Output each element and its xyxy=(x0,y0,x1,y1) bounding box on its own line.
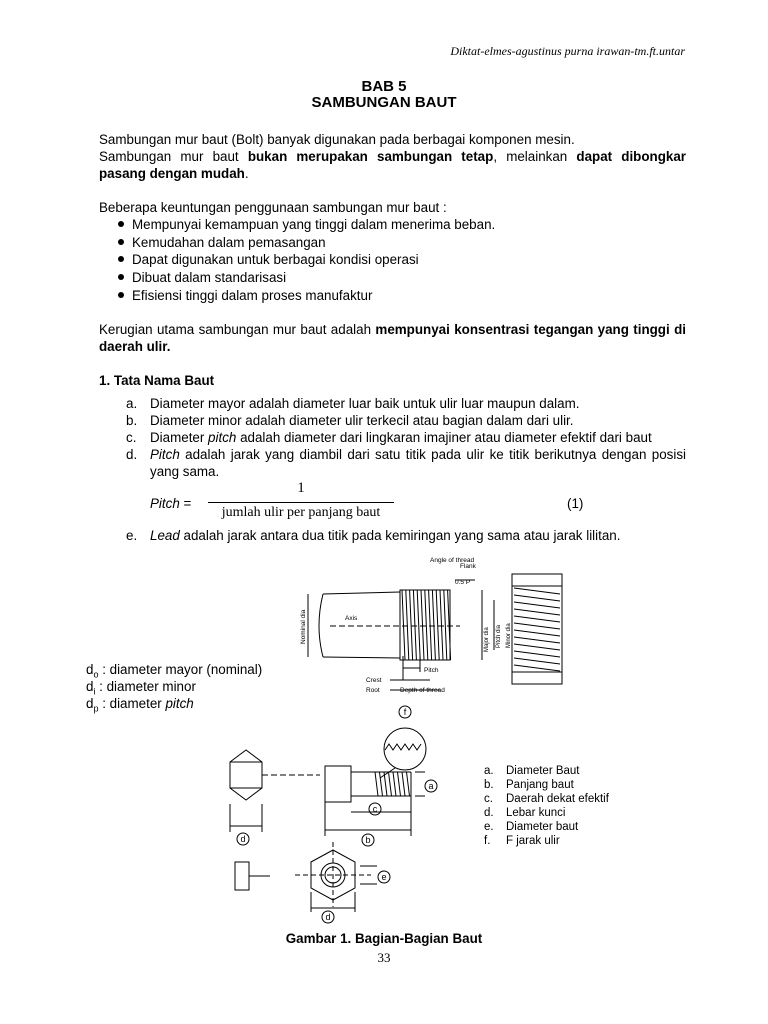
list-item: b. Diameter minor adalah diameter ulir terkecil atau bagian dalam dari ulir. xyxy=(126,413,574,428)
callout-d xyxy=(237,833,249,845)
equation-number: (1) xyxy=(567,496,584,511)
list-item: c. Daerah dekat efektif xyxy=(484,793,609,805)
list-item: a. Diameter mayor adalah diameter luar baik untuk ulir luar maupun dalam. xyxy=(126,396,580,411)
formula-numerator: 1 xyxy=(297,480,305,496)
callout-f xyxy=(399,706,411,718)
callout-b xyxy=(362,834,374,846)
diameter-legend-major: $d_o$ : diameter mayor (nominal) xyxy=(86,662,263,680)
page-number: 33 xyxy=(377,950,391,965)
list-item: Mempunyai kemampuan yang tinggi dalam menerima beban. xyxy=(118,216,495,233)
callout-c xyxy=(369,803,381,815)
list-item: d. Pitch adalah jarak yang diambil dari satu titik pada ulir ke titik berikutnya dengan posisi yang sama. xyxy=(126,447,686,479)
list-item: e. Diameter baut xyxy=(484,821,579,833)
svg-text:b: b xyxy=(365,835,371,845)
disadvantage-paragraph: Kerugian utama sambungan mur baut adalah mempunyai konsentrasi tegangan yang tinggi di daerah ulir. xyxy=(99,322,686,354)
intro-paragraph: Sambungan mur baut bukan merupakan sambungan tetap, melainkan dapat dibongkar pasang dengan mudah. xyxy=(99,149,686,181)
list-item: d. Lebar kunci xyxy=(484,807,566,819)
root-label: Root xyxy=(366,687,380,694)
list-item: c. Diameter pitch adalah diameter dari lingkaran imajiner atau diameter efektif dari baut xyxy=(126,430,652,445)
major-dia-label: Major dia xyxy=(484,627,490,652)
minor-dia-label: Minor dia xyxy=(506,623,512,648)
list-item: f. F jarak ulir xyxy=(484,835,560,847)
flank-label: Flank xyxy=(460,563,476,570)
angle-label: Angle of thread xyxy=(430,557,475,564)
callout-d-nut xyxy=(322,911,334,923)
diameter-legend-minor: $d_i$ : diameter minor xyxy=(86,679,196,697)
advantages-lead: Beberapa keuntungan penggunaan sambungan mur baut : xyxy=(99,200,447,215)
svg-text:e: e xyxy=(381,872,387,882)
list-item: b. Panjang baut xyxy=(484,779,574,791)
pitch-formula: Pitch = 1 jumlah ulir per panjang baut (1) xyxy=(150,480,584,520)
list-item: e. Lead adalah jarak antara dua titik pada kemiringan yang sama atau jarak lilitan. xyxy=(126,528,621,543)
bolt-parts-figure xyxy=(215,702,470,927)
list-item: Dapat digunakan untuk berbagai kondisi operasi xyxy=(118,251,419,268)
chapter-number: BAB 5 xyxy=(361,78,407,95)
list-item: Efisiensi tinggi dalam proses manufaktur xyxy=(118,287,372,304)
axis-label: Axis xyxy=(345,615,358,622)
callout-a xyxy=(425,780,437,792)
list-item: Dibuat dalam standarisasi xyxy=(118,269,286,286)
figure-caption: Gambar 1. Bagian-Bagian Baut xyxy=(285,931,483,946)
header-note: Diktat-elmes-agustinus purna irawan-tm.ft.untar xyxy=(450,44,685,58)
nominal-dia-label: Nominal dia xyxy=(300,609,307,644)
diameter-legend-pitch: $d_p$ : diameter pitch xyxy=(86,696,194,714)
list-item: Kemudahan dalam pemasangan xyxy=(118,234,326,251)
svg-text:d: d xyxy=(325,912,331,922)
crest-label: Crest xyxy=(366,677,382,684)
svg-text:c: c xyxy=(372,804,378,814)
pitch-dia-label: Pitch dia xyxy=(496,624,502,648)
list-item: a. Diameter Baut xyxy=(484,765,580,777)
svg-text:a: a xyxy=(428,781,434,791)
section-heading: 1. Tata Nama Baut xyxy=(99,373,215,388)
osp-label: 0.5 P xyxy=(455,579,471,586)
formula-denominator: jumlah ulir per panjang baut xyxy=(221,505,381,520)
svg-text:d: d xyxy=(240,834,246,844)
callout-e xyxy=(378,871,390,883)
pitch-label: Pitch xyxy=(424,667,439,674)
thread-figure xyxy=(290,552,570,697)
svg-text:f: f xyxy=(403,707,407,717)
intro-line-1: Sambungan mur baut (Bolt) banyak digunakan pada berbagai komponen mesin. xyxy=(99,132,575,147)
depth-label: Depth of thread xyxy=(400,687,445,694)
chapter-title: SAMBUNGAN BAUT xyxy=(311,94,457,111)
